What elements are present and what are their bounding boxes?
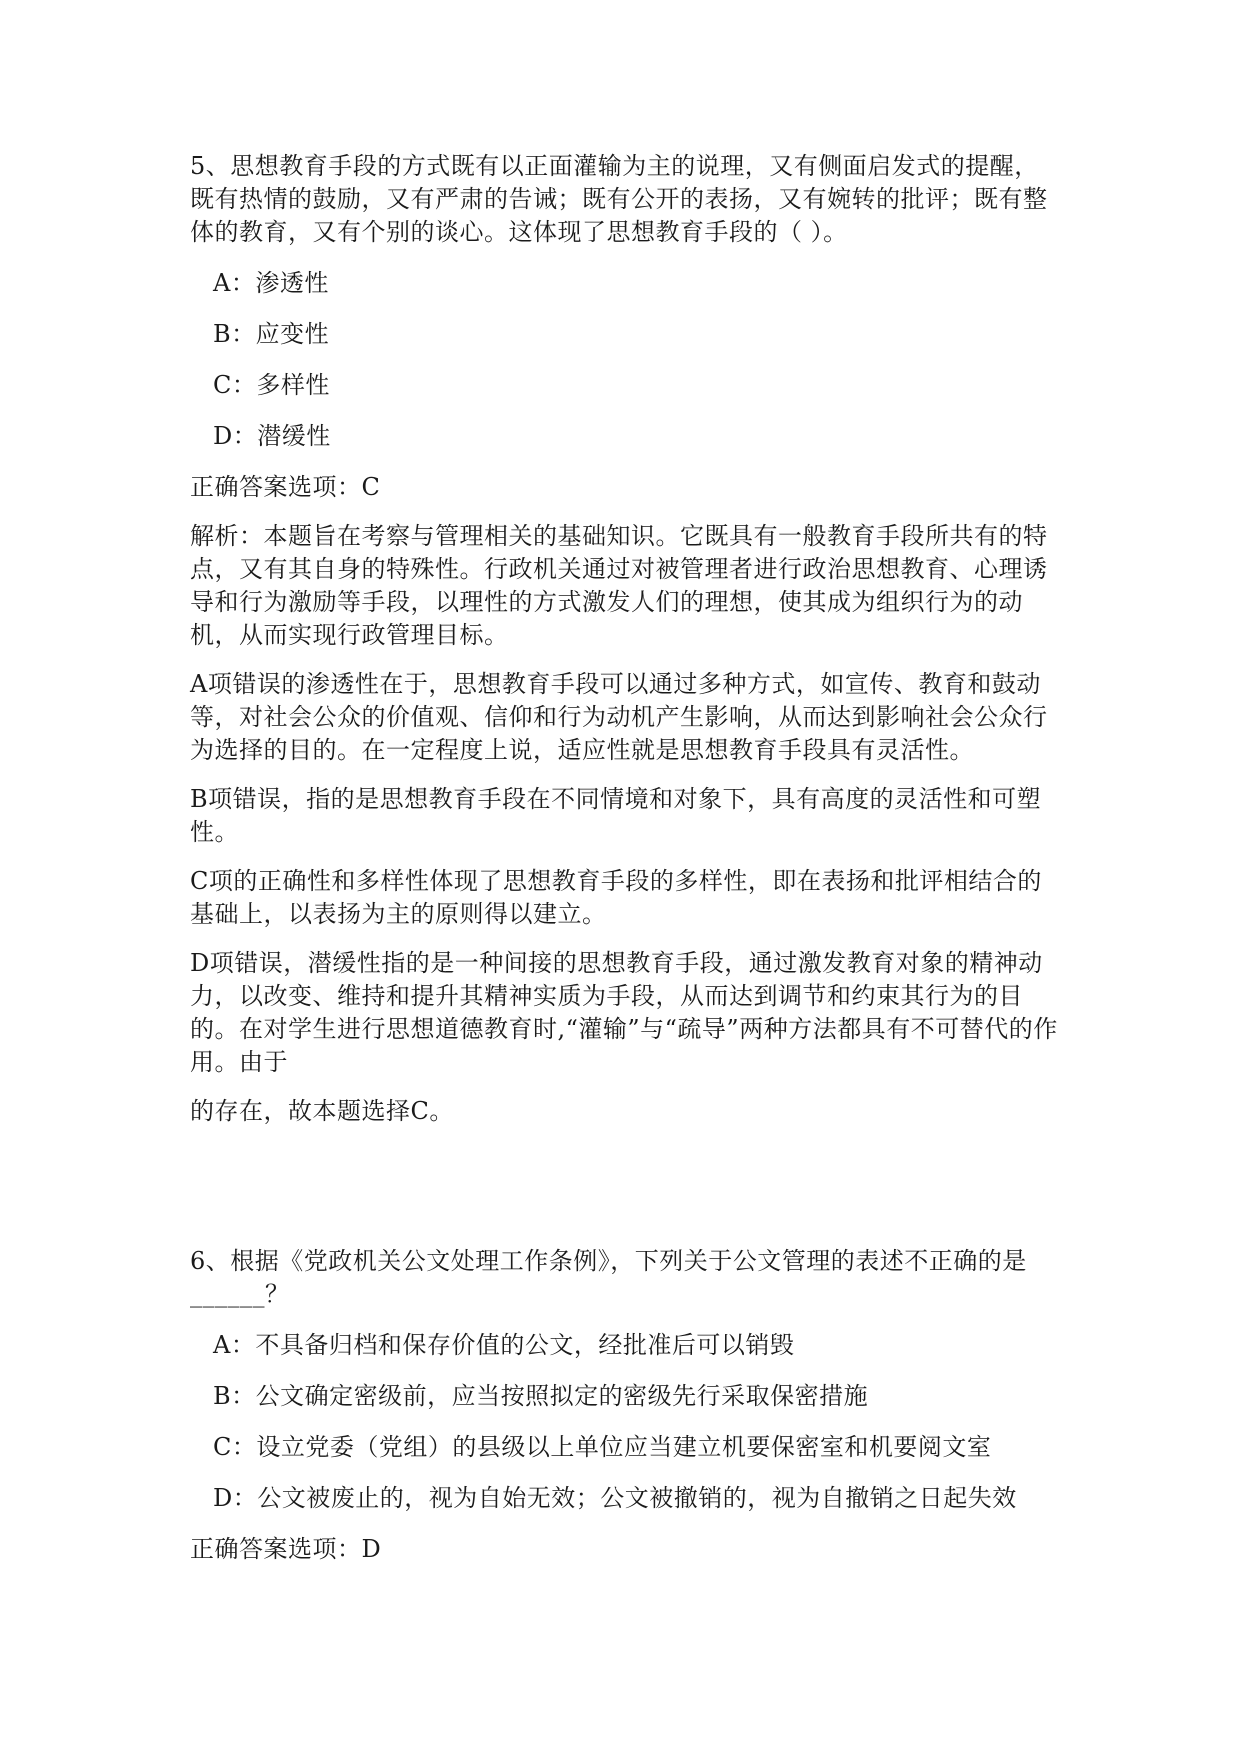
option-list bbox=[190, 267, 1060, 453]
question-5 bbox=[190, 150, 1060, 1144]
analysis-paragraph: C项的正确性和多样性体现了思想教育手段的多样性，即在表扬和批评相结合的基础上，以表扬为主的原则得以建立。 bbox=[190, 867, 1042, 928]
question-6 bbox=[190, 1245, 1060, 1582]
analysis-paragraph: A项错误的渗透性在于，思想教育手段可以通过多种方式，如宣传、教育和鼓动等，对社会公众的价值观、信仰和行为动机产生影响，从而达到影响社会公众行为选择的目的。在一定程度上说，适应性就是思想教育手段具有灵活性。 bbox=[190, 670, 1048, 764]
correct-answer: 正确答案选项：C bbox=[190, 473, 381, 501]
correct-answer: 正确答案选项：D bbox=[190, 1535, 382, 1563]
analysis-paragraph: B项错误，指的是思想教育手段在不同情境和对象下，具有高度的灵活性和可塑性。 bbox=[190, 785, 1042, 846]
option-a: A：不具备归档和保存价值的公文，经批准后可以销毁 bbox=[213, 1331, 795, 1359]
option-b: B：应变性 bbox=[213, 320, 330, 348]
option-d: D：潜缓性 bbox=[213, 422, 331, 450]
option-c: C：多样性 bbox=[213, 371, 330, 399]
option-c: C：设立党委（党组）的县级以上单位应当建立机要保密室和机要阅文室 bbox=[213, 1433, 992, 1461]
analysis-paragraph: 解析：本题旨在考察与管理相关的基础知识。它既具有一般教育手段所共有的特点，又有其自身的特殊性。行政机关通过对被管理者进行政治思想教育、心理诱导和行为激励等手段，以理性的方式激发人们的理想，使其成为组织行为的动机，从而实现行政管理目标。 bbox=[190, 522, 1048, 649]
question-stem: 6、根据《党政机关公文处理工作条例》，下列关于公文管理的表述不正确的是______？ bbox=[190, 1247, 1027, 1308]
question-stem: 5、思想教育手段的方式既有以正面灌输为主的说理，又有侧面启发式的提醒，既有热情的鼓励，又有严肃的告诫；既有公开的表扬，又有婉转的批评；既有整体的教育，又有个别的谈心。这体现了思想教育手段的（ ）。 bbox=[190, 152, 1048, 246]
option-list bbox=[190, 1329, 1060, 1515]
option-b: B：公文确定密级前，应当按照拟定的密级先行采取保密措施 bbox=[213, 1382, 869, 1410]
analysis-paragraph: 的存在，故本题选择C。 bbox=[190, 1097, 454, 1125]
option-d: D：公文被废止的，视为自始无效；公文被撤销的，视为自撤销之日起失效 bbox=[213, 1484, 1017, 1512]
analysis-paragraph: D项错误，潜缓性指的是一种间接的思想教育手段，通过激发教育对象的精神动力，以改变、维持和提升其精神实质为手段，从而达到调节和约束其行为的目的。在对学生进行思想道德教育时,“灌输”与“疏导”两种方法都具有不可替代的作用。由于 bbox=[190, 949, 1058, 1076]
option-a: A：渗透性 bbox=[213, 269, 329, 297]
